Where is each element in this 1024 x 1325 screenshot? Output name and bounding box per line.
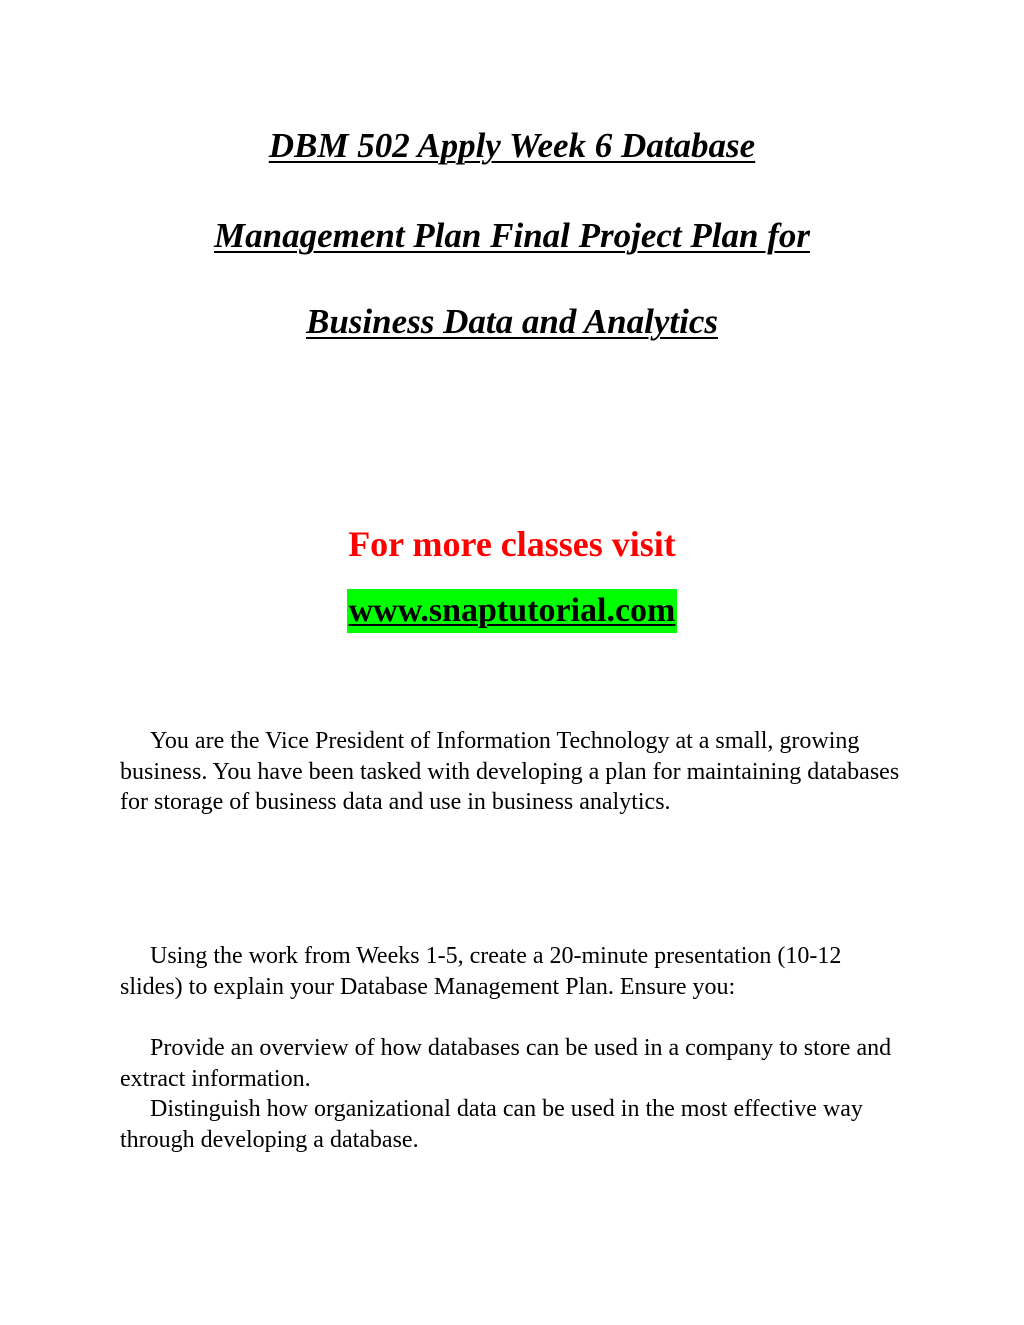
requirement-item-distinguish: Distinguish how organizational data can be used in the most effective way through developing a database. (120, 1096, 863, 1153)
intro-paragraph: You are the Vice President of Information Technology at a small, growing business. You have been tasked with developing a plan for maintaining databases for storage of business data and use in business analytics. (120, 728, 900, 815)
requirement-item-overview: Provide an overview of how databases can be used in a company to store and extract information. (120, 1035, 892, 1092)
promo-heading: For more classes visit (348, 524, 676, 564)
document-title-line-3: Business Data and Analytics (306, 302, 718, 341)
document-title-line-2: Management Plan Final Project Plan for (213, 216, 810, 255)
document-title-line-1: DBM 502 Apply Week 6 Database (268, 126, 756, 165)
instructions-paragraph: Using the work from Weeks 1-5, create a 20-minute presentation (10-12 slides) to explain your Database Management Plan. Ensure you: (120, 943, 842, 1000)
promo-link[interactable]: www.snaptutorial.com (347, 589, 678, 633)
promo-link-container (0, 589, 1024, 633)
